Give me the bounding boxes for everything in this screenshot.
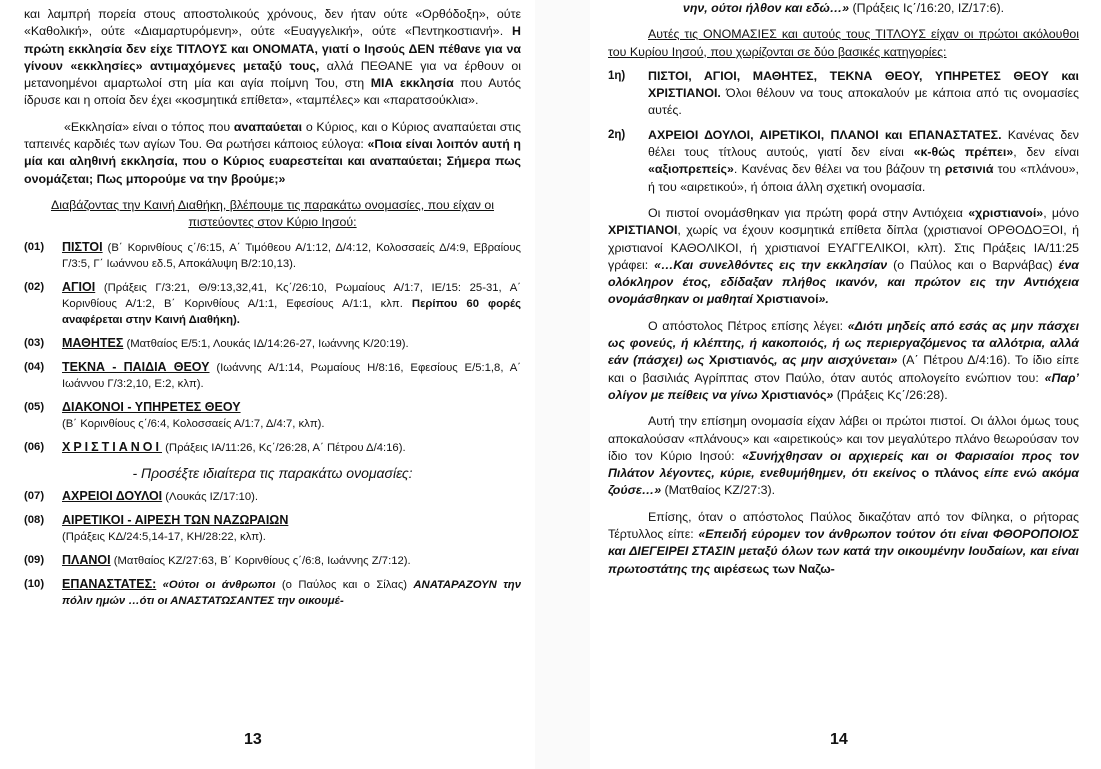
list-item-refs: (Πράξεις ΚΔ/24:5,14-17, ΚΗ/28:22, κλπ). (62, 530, 266, 543)
page-number: 13 (244, 731, 262, 748)
list-item (24, 439, 521, 456)
paragraph-peter: Ο απόστολος Πέτρος επίσης λέγει: «Διότι μηδείς από εσάς ας μην πάσχει ως φονεύς, ή κλέπτης, ή κακοποιός, ή ως περιεργαζόμενος τα αλλότρια, αλλά εάν (πάσχει) ως Χριστιανός, ας μην αισχύνεται» (Α΄ Πέτρου Δ/4:16). Το ίδιο είπε και ο βασιλιάς Αγρίππας στον Παύλο, όταν αυτός απολογείτο ενώπιον του: «Παρ’ ολίγον με πείθεις να γίνω Χριστιανός» (Πράξεις Κς΄/26:28). (608, 318, 1080, 402)
list-item-refs: (Β΄ Κορινθίους ς΄/6:15, Α΄ Τιμόθεου Α/1:12, Δ/4:12, Κολοσσαείς Δ/4:9, Εβραίους Γ/3:5, Γ΄ Ιωάννου εδ.5, Αποκάλυψη Β/2:10,13). (62, 241, 521, 270)
category-first: 1η) ΠΙΣΤΟΙ, ΑΓΙΟΙ, ΜΑΘΗΤΕΣ, ΤΕΚΝΑ ΘΕΟΥ, ΥΠΗΡΕΤΕΣ ΘΕΟΥ και ΧΡΙΣΤΙΑΝΟΙ. Όλοι θέλουν να τους αποκαλούν με κάποια από τις ονομασίες αυτές. (608, 68, 1079, 118)
list-item-term: ΔΙΑΚΟΝΟΙ - ΥΠΗΡΕΤΕΣ ΘΕΟΥ (62, 399, 241, 414)
list-item-number: (05) (24, 400, 45, 413)
list-item-term: ΑΙΡΕΤΙΚΟΙ - ΑΙΡΕΣΗ ΤΩΝ ΝΑΖΩΡΑΙΩΝ (62, 512, 289, 527)
list-item-refs: (Πράξεις Γ/3:21, Θ/9:13,32,41, Κς΄/26:10, Ρωμαίους Α/1:7, ΙΕ/15: 25-31, Α΄ Κορινθίους Α/1:2, Β΄ Κορινθίους Α/1:1, Εφεσίους Α/1:1, κλπ. (62, 281, 521, 310)
list-item: (10) ΕΠΑΝΑΣΤΑΤΕΣ: «Ούτοι οι άνθρωποι (ο Παύλος και ο Σίλας) ΑΝΑΤΑΡΑΖΟΥΝ την πόλιν ημών …ότι οι ΑΝΑΣΤΑΤΩΣΑΝΤΕΣ την οικουμέ- (24, 576, 521, 607)
list-item (24, 512, 521, 545)
section-heading: Διαβάζοντας την Καινή Διαθήκη, βλέπουμε τις παρακάτω ονομασίες, που είχαν οι πιστεύοντες στον Κύριο Ιησού: (50, 197, 495, 230)
list-item-refs: (Λουκάς ΙΖ/17:10). (162, 490, 259, 503)
list-item-number: (03) (24, 336, 45, 349)
list-item-term: ΑΧΡΕΙΟΙ ΔΟΥΛΟΙ (62, 488, 163, 503)
list-item-term: ΜΑΘΗΤΕΣ (62, 335, 124, 350)
page-14 (590, 0, 1101, 769)
list-item-term: ΠΙΣΤΟΙ (62, 239, 103, 254)
category-second: 2η) ΑΧΡΕΙΟΙ ΔΟΥΛΟΙ, ΑΙΡΕΤΙΚΟΙ, ΠΛΑΝΟΙ και ΕΠΑΝΑΣΤΑΤΕΣ. Κανένας δεν θέλει τους τίτλους αυτούς, γιατί δεν είναι «κ-θώς πρέπει», δεν είναι «αξιοπρεπείς». Κανένας δεν θέλει να του βάζουν τη ρετσινιά του «πλάνου», ή του «αιρετικού», ή όποια άλλη σχετική ονομασία. (608, 127, 1079, 194)
list-item-term: ΤΕΚΝΑ - ΠΑΙΔΙΑ ΘΕΟΥ (62, 359, 210, 374)
list-item-term: ΠΛΑΝΟΙ (62, 552, 111, 567)
paragraph-deceivers: Αυτή την επίσημη ονομασία είχαν λάβει οι πρώτοι πιστοί. Οι άλλοι όμως τους αποκαλούσαν «πλάνους» και «αιρετικούς» και τον μεγαλύτερο πλάνο θεωρούσαν τον ίδιο τον Κύριο Ιησού: «Συνήχθησαν οι αρχιερείς και οι Φαρισαίοι προς τον Πιλάτον λέγοντες, κύριε, ενεθυμήθημεν, ότι εκείνος ο πλάνος είπε ενώ ακόμα ζούσε…» (Ματθαίος ΚΖ/27:3). (608, 414, 1079, 498)
list-item-refs: (Β΄ Κορινθίους ς΄/6:4, Κολοσσαείς Α/1:7, Δ/4:7, κλπ). (62, 417, 325, 430)
list-item-term: ΑΓΙΟΙ (62, 279, 96, 294)
list-item (24, 399, 521, 432)
paragraph-antioch: Οι πιστοί ονομάσθηκαν για πρώτη φορά στην Αντιόχεια «χριστιανοί», μόνο ΧΡΙΣΤΙΑΝΟΙ, χωρίς να έχουν κοσμητικά επίθετα δίπλα (χριστιανοί ΟΡΘΟΔΟΞΟΙ, ή χριστιανοί ΚΑΘΟΛΙΚΟΙ, ή χριστιανοί ΕΥΑΓΓΕΛΙΚΟΙ, κλπ). Στις Πράξεις ΙΑ/11:25 γράφει: «…Και συνελθόντες εις την εκκλησίαν (ο Παύλος και ο Βαρνάβας) ένα ολόκληρον έτος, εδίδαξαν πλήθος ικανόν, και πρώτον εις την Αντιόχεια ονομάσθηκαν οι μαθηταί Χριστιανοί». (608, 205, 1079, 307)
list-item-number: (01) (24, 240, 45, 253)
list-item-number: (09) (24, 553, 45, 566)
list-item (24, 335, 521, 352)
list-item-refs: (Ιωάννης Α/1:14, Ρωμαίους Η/8:16, Εφεσίους Ε/5:1,8, Α΄ Ιωάννου Γ/3:2,10, Ε:2, κλπ). (62, 361, 521, 390)
names-list-a (24, 239, 521, 456)
list-item-number: (02) (24, 280, 45, 293)
list-item-refs: (Ματθαίος ΚΖ/27:63, Β΄ Κορινθίους ς΄/6:8, Ιωάννης Ζ/7:12). (110, 554, 411, 567)
list-item-number: (06) (24, 440, 45, 453)
names-list-b (24, 488, 521, 569)
list-item-number: (08) (24, 513, 45, 526)
list-item-number: (04) (24, 360, 45, 373)
list-item-term: ΧΡΙΣΤΙΑΝΟΙ (62, 439, 163, 454)
list-item (24, 239, 521, 272)
list-item-number: (07) (24, 489, 45, 502)
list-item-refs: (Ματθαίος Ε/5:1, Λουκάς ΙΔ/14:26-27, Ιωάννης Κ/20:19). (123, 337, 409, 350)
paragraph-intro: και λαμπρή πορεία στους αποστολικούς χρόνους, δεν ήταν ούτε «Ορθόδοξη», ούτε «Καθολική», ούτε «Διαμαρτυρόμενη», ούτε «Ευαγγελική», ούτε «Πεντηκοστιανή». Η πρώτη εκκλησία δεν είχε ΤΙΤΛΟΥΣ και ΟΝΟΜΑΤΑ, γιατί ο Ιησούς ΔΕΝ πέθανε για να γίνουν «εκκλησίες» αντιμαχόμενες μεταξύ τους, αλλά ΠΕΘΑΝΕ για να έρθουν οι μετανοημένοι αμαρτωλοί στη μία και αγία ποίμνη Του, στη ΜΙΑ εκκλησία που Αυτός ίδρυσε και η οποία δεν έχει «κοσμητικά επίθετα», «ταμπέλες» και «παρατσούκλια». (24, 7, 521, 108)
page-gutter (535, 0, 590, 769)
paragraph-tertullus: Επίσης, όταν ο απόστολος Παύλος δικαζόταν από τον Φίληκα, ο ρήτορας Τέρτυλλος είπε: «Επειδή εύρομεν τον άνθρωπον τούτον ότι είναι ΦΘΟΡΟΠΟΙΟΣ και ΔΙΕΓΕΙΡΕΙ ΣΤΑΣΙΝ μεταξύ όλων των κατά την οικουμένην Ιουδαίων, και είναι πρωτοστάτης της αιρέσεως των Ναζω- (608, 509, 1079, 576)
list-item-note: Περίπου 60 φορές αναφέρεται στην Καινή Διαθήκη). (62, 297, 521, 326)
categories-intro: Αυτές τις ΟΝΟΜΑΣΙΕΣ και αυτούς τους ΤΙΤΛΟΥΣ είχαν οι πρώτοι ακόλουθοι του Κυρίου Ιησού, που χωρίζονται σε δύο βασικές κατηγορίες: (608, 27, 1079, 59)
attention-note: - Προσέξτε ιδιαίτερα τις παρακάτω ονομασίες: (132, 464, 413, 481)
bold-question: «Ποια είναι λοιπόν αυτή η μία και αληθινή εκκλησία, που ο Κύριος ευαρεστείται και αναπαύεται; Σήμερα πως ονομάζεται; Πως μπορούμε να την βρούμε;» (24, 137, 521, 186)
bold-statement: Η πρώτη εκκλησία δεν είχε ΤΙΤΛΟΥΣ και ΟΝΟΜΑΤΑ, γιατί ο Ιησούς ΔΕΝ πέθανε για να γίνουν «εκκλησίες» αντιμαχόμενες μεταξύ τους, (24, 24, 521, 73)
list-item (24, 279, 521, 328)
page-13 (0, 0, 535, 769)
continued-quote: νην, ούτοι ήλθον και εδώ…» (Πράξεις Ις΄/16:20, ΙΖ/17:6). (682, 1, 1005, 15)
list-item (24, 552, 521, 569)
page-number: 14 (830, 731, 848, 748)
paragraph-church: «Εκκλησία» είναι ο τόπος που αναπαύεται ο Κύριος, και ο Κύριος αναπαύεται στις ταπεινές καρδιές των αγίων Του. Θα ρωτήσει κάποιος εύλογα: «Ποια είναι λοιπόν αυτή η μία και αληθινή εκκλησία, που ο Κύριος ευαρεστείται και αναπαύεται; Σήμερα πως ονομάζεται; Πως μπορούμε να την βρούμε;» (24, 119, 521, 186)
list-item (24, 488, 521, 505)
list-item-refs: (Πράξεις ΙΑ/11:26, Κς΄/26:28, Α΄ Πέτρου Δ/4:16). (162, 441, 406, 454)
list-item (24, 359, 521, 392)
